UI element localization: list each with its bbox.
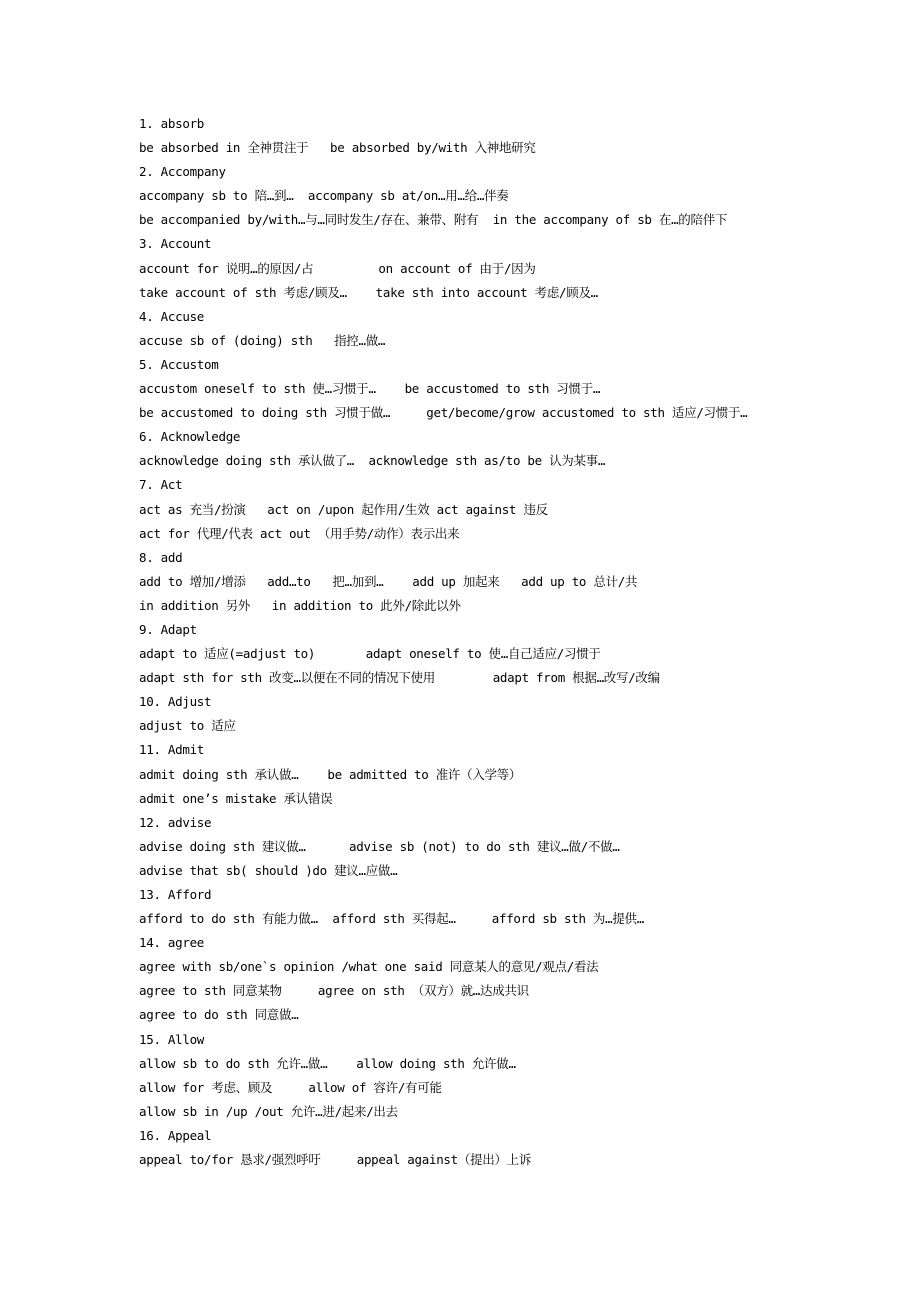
entry-heading: 13. Afford [139, 887, 212, 902]
entry-heading: 4. Accuse [139, 308, 205, 324]
entry-phrase-line: admit doing sth 承认做… be admitted to 准许（入学等） [139, 766, 522, 782]
entry-phrase-line: adapt to 适应(=adjust to) adapt oneself to 使…自己适应/习惯于 [139, 646, 601, 662]
entry-phrase-line: be accompanied by/with…与…同时发生/存在、兼带、附有 in the accompany of sb 在…的陪伴下 [139, 212, 728, 228]
entry-phrase-line: allow sb to do sth 允许…做… allow doing sth 允许做… [139, 1055, 516, 1071]
entry-phrase-line: allow for 考虑、顾及 allow of 容许/有可能 [139, 1079, 442, 1095]
entry-heading: 5. Accustom [139, 356, 219, 372]
entry-heading: 15. Allow [139, 1031, 205, 1047]
entry-phrase-line: afford to do sth 有能力做… afford sth 买得起… afford sb sth 为…提供… [139, 911, 644, 927]
entry-phrase-line: adapt sth for sth 改变…以便在不同的情况下使用 adapt from 根据…改写/改编 [139, 670, 660, 686]
entry-phrase-line: accuse sb of (doing) sth 指控…做… [139, 332, 386, 348]
entry-phrase-line: take account of sth 考虑/顾及… take sth into account 考虑/顾及… [139, 284, 598, 300]
entry-heading: 1. absorb [139, 116, 205, 131]
entry-phrase-line: advise doing sth 建议做… advise sb (not) to do sth 建议…做/不做… [139, 838, 620, 854]
entry-heading: 11. Admit [139, 742, 205, 758]
entry-heading: 7. Act [139, 477, 183, 493]
entry-phrase-line: advise that sb( should )do 建议…应做… [139, 862, 398, 878]
entry-phrase-line: accustom oneself to sth 使…习惯于… be accustomed to sth 习惯于… [139, 381, 601, 397]
entry-heading: 9. Adapt [139, 621, 197, 637]
entry-phrase-line: account for 说明…的原因/占 on account of 由于/因为 [139, 260, 536, 276]
entry-phrase-line: accompany sb to 陪…到… accompany sb at/on…用…给…伴奏 [139, 188, 509, 204]
entry-phrase-line: agree with sb/one`s opinion /what one said 同意某人的意见/观点/看法 [139, 959, 599, 975]
entry-heading: 16. Appeal [139, 1127, 212, 1143]
entry-phrase-line: add to 增加/增添 add…to 把…加到… add up 加起来 add up to 总计/共 [139, 573, 638, 589]
entry-heading: 14. agree [139, 935, 205, 951]
entry-heading: 3. Account [139, 236, 212, 252]
entry-phrase-line: act as 充当/扮演 act on /upon 起作用/生效 act against 违反 [139, 501, 548, 517]
entry-phrase-line: be absorbed in 全神贯注于 be absorbed by/with 入神地研究 [139, 140, 536, 156]
entry-phrase-line: in addition 另外 in addition to 此外/除此以外 [139, 597, 461, 613]
entry-phrase-line: be accustomed to doing sth 习惯于做… get/become/grow accustomed to sth 适应/习惯于… [139, 405, 748, 421]
entry-heading: 2. Accompany [139, 164, 226, 180]
entry-phrase-line: adjust to 适应 [139, 718, 236, 734]
entry-heading: 8. add [139, 549, 183, 565]
entry-phrase-line: appeal to/for 恳求/强烈呼吁 appeal against（提出）上诉 [139, 1152, 532, 1168]
entry-heading: 12. advise [139, 814, 212, 830]
entry-phrase-line: agree to do sth 同意做… [139, 1007, 299, 1023]
entry-phrase-line: allow sb in /up /out 允许…进/起来/出去 [139, 1103, 398, 1119]
entry-phrase-line: act for 代理/代表 act out （用手势/动作）表示出来 [139, 525, 460, 541]
entry-phrase-line: admit one’s mistake 承认错误 [139, 790, 333, 806]
entry-phrase-line: agree to sth 同意某物 agree on sth （双方）就…达成共识 [139, 983, 529, 999]
entry-phrase-line: acknowledge doing sth 承认做了… acknowledge sth as/to be 认为某事… [139, 453, 606, 469]
entry-heading: 6. Acknowledge [139, 429, 241, 445]
entry-heading: 10. Adjust [139, 694, 212, 710]
document-body [139, 112, 879, 1172]
